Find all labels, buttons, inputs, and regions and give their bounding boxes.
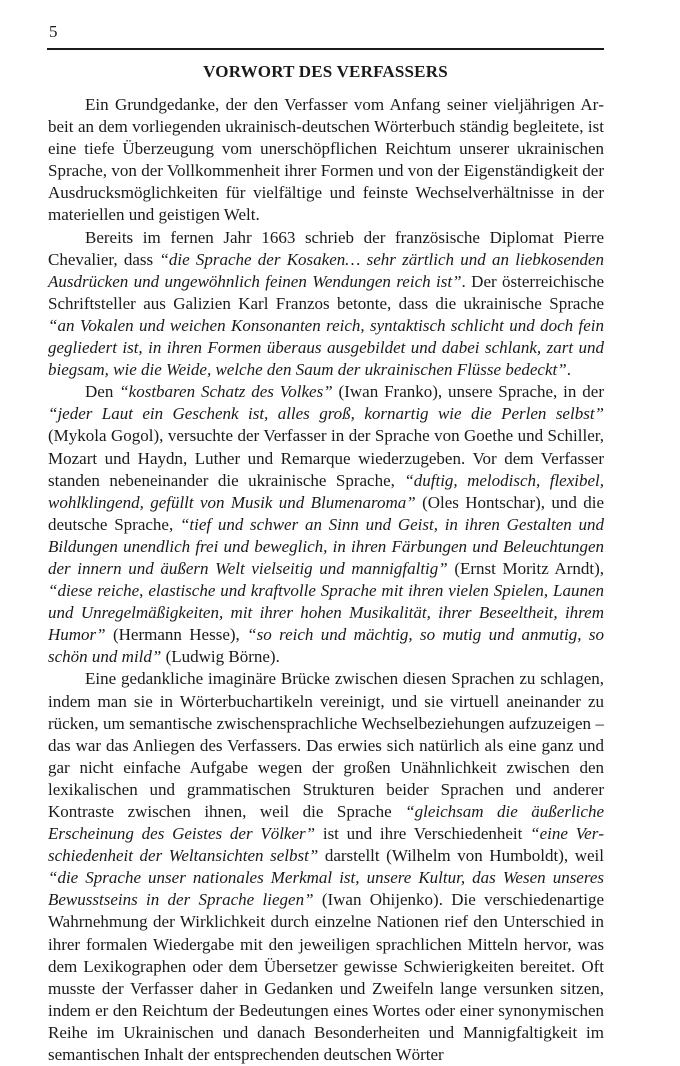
quotation-text: “diese reiche, elastische und kraftvolle Sprache mit ihren vielen Spielen, Launen und Unregelmäßigkeiten, mit ihrer hohen Musikalität, ihrer Beseeltheit, ihrem Humor”: [48, 581, 604, 645]
chapter-title: VORWORT DES VERFASSERS: [203, 62, 448, 81]
text-run: (Ludwig Börne).: [161, 647, 280, 667]
header-rule: [47, 48, 604, 50]
paragraph: [48, 381, 604, 668]
text-run: (Iwan Ohijenko). Die verschiedenartige Wahrnehmung der Wirklichkeit durch einzelne Nationen rief den Unterschied in ihrer formalen Wiedergabe mit den jeweiligen sprachlichen Mitteln hervor, was dem Lexikographen oder dem Übersetzer gewisse Schwierigkeiten bereitet. Oft musste der Verfasser daher in Gedanken und Zweifeln lange versunken sitzen, indem er den Reichtum der Bedeutungen eines Wortes oder einer synonymischen Reihe im Ukrainischen und danach Besonderheiten und Mannigfaltigkeit im semantischen Inhalt der entsprechenden deutschen Wörter: [48, 890, 604, 1065]
body-text: [48, 94, 604, 1066]
text-run: (Mykola Gogol), versuchte der Verfasser in der Sprache von Goethe und Schiller, Mozart und Haydn, Luther und Remarque wiederzugeben. Vor dem Verfasser standen nebeneinander die ukrainische Sprache,: [48, 426, 604, 490]
text-run: Den: [85, 382, 120, 402]
quotation-text: “die Sprache unser nationales Merkmal ist, unsere Kultur, das Wesen unseres Bewusstseins in der Sprache liegen”: [48, 868, 604, 910]
text-run: (Hermann Hesse),: [105, 625, 248, 645]
text-run: Ein Grundgedanke, der den Verfasser vom Anfang seiner vieljährigen Arbeit an dem vorliegenden ukrainisch-deutschen Wörterbuch ständig begleitete, ist eine tiefe Überzeugung vom unerschöpflichen Reichtum unserer ukrainischen Sprache, von der Vollkommenheit ihrer Formen und von der Eigenständigkeit der Ausdrucksmöglichkeiten für vielfältige und feinste Wechselverhältnisse in der materiellen und geistigen Welt.: [48, 95, 604, 225]
paragraph: [48, 668, 604, 1066]
quotation-text: “duftig, melodisch, flexibel, wohlklingend, gefüllt von Musik und Blumenaroma”: [48, 470, 604, 512]
page-number: 5: [49, 22, 58, 41]
quotation-text: “eine Verschiedenheit der Weltansichten selbst”: [48, 824, 604, 866]
text-run: . Der österreichische Schriftsteller aus Galizien Karl Franzos betonte, dass die ukrainische Sprache: [48, 271, 604, 313]
quotation-text: “kostbaren Schatz des Volkes”: [119, 382, 333, 402]
text-run: ist und ihre Verschiedenheit: [315, 824, 531, 844]
paragraph: [48, 94, 604, 227]
quotation-text: “gleichsam die äußerliche Erscheinung des Geistes der Völker”: [48, 802, 604, 844]
text-run: (Ernst Moritz Arndt),: [447, 558, 605, 578]
quotation-text: “so reich und mächtig, so mutig und anmutig, so schön und mild”: [48, 625, 604, 667]
text-run: .: [566, 360, 571, 380]
quotation-text: “die Sprache der Kosaken… sehr zärtlich und an liebkosenden Ausdrücken und ungewöhnlich feinen Wendungen reich ist”: [48, 249, 604, 291]
text-run: (Oles Hontschar), und die deutsche Sprache,: [48, 492, 604, 534]
text-run: Bereits im fernen Jahr 1663 schrieb der französische Diplomat Pierre Chevalier, dass: [48, 227, 604, 269]
text-run: (Iwan Franko), unsere Sprache, in der: [332, 382, 604, 402]
paragraph: [48, 227, 604, 382]
text-run: Eine gedankliche imaginäre Brücke zwischen diesen Sprachen zu schlagen, indem man sie in Wörterbuchartikeln vereinigt, und sie virtuell aneinander zu rücken, um semantische zwischensprachliche Wechselbeziehungen aufzuzeigen – das war das Anliegen des Verfassers. Das erwies sich natürlich als eine ganz und gar nicht einfache Aufgabe wegen der großen Unähnlichkeit zwischen den lexikalischen und grammatischen Strukturen beider Sprachen und anderer Kontraste zwischen ihnen, weil die Sprache: [48, 669, 604, 821]
quotation-text: “tief und schwer an Sinn und Geist, in ihren Gestalten und Bildungen unendlich frei und beweglich, in ihren Färbungen und Beleuchtungen der innern und äußern Welt vielseitig und mannigfaltig”: [48, 514, 604, 578]
quotation-text: “an Vokalen und weichen Konsonanten reich, syntaktisch schlicht und doch fein gegliedert ist, in ihren Formen überaus ausgebildet und dabei schlank, zart und biegsam, wie die Weide, welche den Saum der ukrainischen Flüsse bedeckt”: [48, 315, 604, 380]
quotation-text: “jeder Laut ein Geschenk ist, alles groß, kornartig wie die Perlen selbst”: [48, 404, 604, 424]
text-run: darstellt (Wilhelm von Humboldt), weil: [318, 846, 604, 866]
